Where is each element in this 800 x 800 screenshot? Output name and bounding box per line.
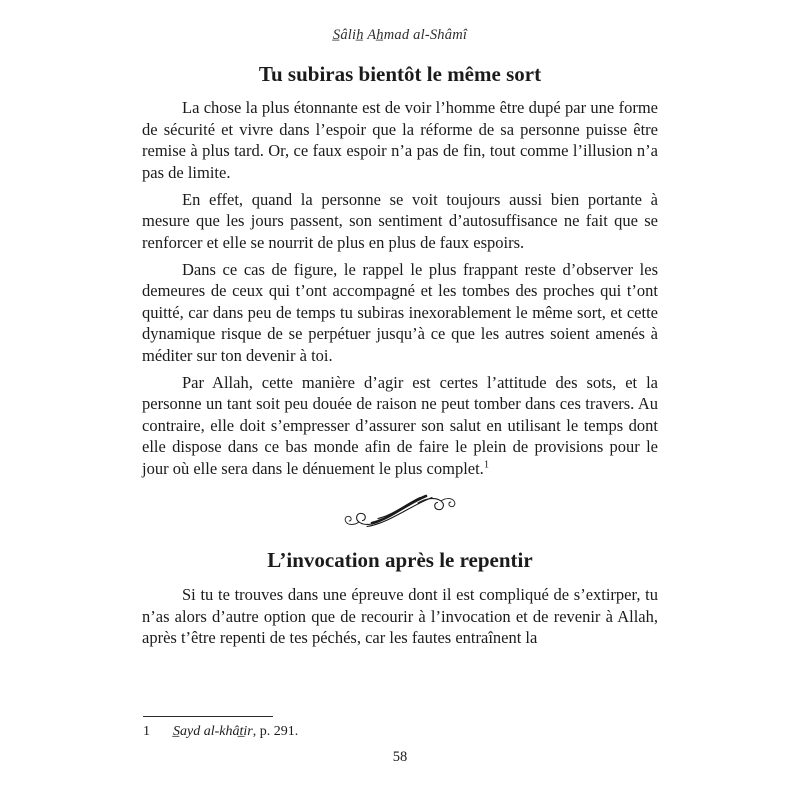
paragraph: Dans ce cas de figure, le rappel le plus frappant reste d’observer les demeures de ceux qui t’ont accompagné et les tombes des proches qui t’ont quitté, car dans peu de temps tu subiras inexorablement le même sort, et cette dynamique risque de se perpétuer jusqu’à ce que les autres soient amenés à méditer sur ton devenir à toi. xyxy=(142,259,658,365)
section-title-2: L’invocation après le repentir xyxy=(267,548,533,572)
footnote-number: 1 xyxy=(143,724,150,739)
footnote-page-detail: , p. 291. xyxy=(252,724,299,739)
footnote-work-title: S̲ayd al-khât̲ir xyxy=(173,724,253,739)
paragraph-text: Par Allah, cette manière d’agir est certes l’attitude des sots, et la personne un tant soit peu douée de raison ne peut tomber dans ces travers. Au contraire, elle doit s’empresser d’assurer son salut en utilisant le temps dont elle dispose dans ce bas monde afin de faire le plein de provisions pour le jour où elle sera dans le dénuement le plus complet. xyxy=(142,372,658,478)
footnote xyxy=(143,716,659,741)
paragraph: En effet, quand la personne se voit toujours aussi bien portante à mesure que les jours passent, son sentiment d’autosuffisance ne fait que se renforcer et elle se nourrit de plus en plus de faux espoirs. xyxy=(142,189,658,252)
running-header: S̲âlih̲ Ah̲mad al-Shâmî xyxy=(332,27,468,43)
paragraph: Si tu te trouves dans une épreuve dont il est compliqué de s’extirper, tu n’as alors d’autre option que de recourir à l’invocation et de revenir à Allah, après t’être repenti de tes péchés, car les fautes entraînent la xyxy=(142,585,658,647)
paragraph xyxy=(142,372,658,480)
page-number: 58 xyxy=(392,749,408,765)
section-divider xyxy=(142,492,658,534)
footnote-reference: 1 xyxy=(483,459,490,470)
section-title-1: Tu subiras bientôt le même sort xyxy=(258,62,542,86)
paragraph: La chose la plus étonnante est de voir l’homme être dupé par une forme de sécurité et vivre dans l’espoir que la réforme de sa personne puisse être remise à plus tard. Or, ce faux espoir n’a pas de fin, tout comme l’illusion n’a pas de limite. xyxy=(142,98,658,182)
footnote-line xyxy=(143,723,659,741)
calligraphic-flourish-icon xyxy=(338,492,462,532)
footnote-separator xyxy=(143,716,273,717)
